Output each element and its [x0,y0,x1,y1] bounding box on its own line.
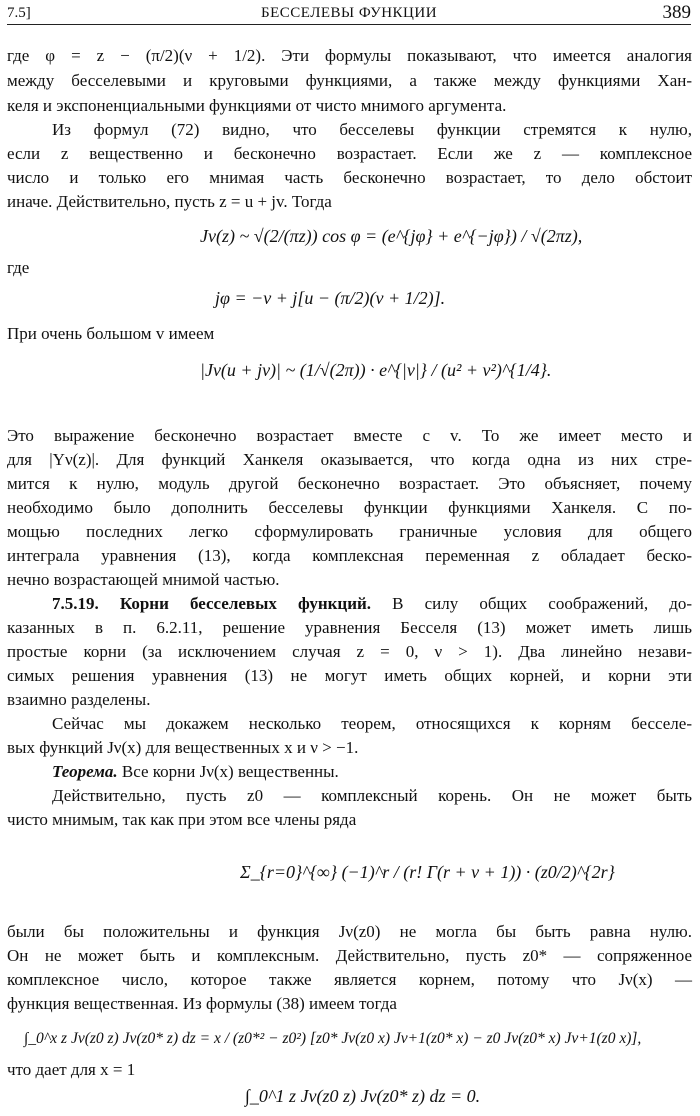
text-line: интеграла уравнения (13), когда комплексная переменная z обладает беско- [7,546,692,565]
text-line: казанных в п. 6.2.11, решение уравнения Бесселя (13) может иметь лишь [7,618,692,637]
text-line: Сейчас мы докажем несколько теорем, относящихся к корням бесселе- [52,714,692,733]
equation-phase: jφ = −v + j[u − (π/2)(ν + 1/2)]. [215,288,446,308]
text-line: где [7,258,30,277]
text-line: если z вещественно и бесконечно возрастает. Если же z — комплексное [7,144,692,163]
text-line: были бы положительны и функция Jν(z0) не могла бы быть равна нулю. [7,922,692,941]
equation-integral-zero: ∫_0^1 z Jν(z0 z) Jν(z0* z) dz = 0. [245,1086,481,1106]
section-title: Корни бесселевых функций. [119,594,372,613]
equation-series: Σ_{r=0}^{∞} (−1)^r / (r! Γ(r + ν + 1)) · (z0/2)^{2r} [240,862,615,882]
running-title: БЕССЕЛЕВЫ ФУНКЦИИ [260,5,438,21]
text-line: мощью последних легко сформулировать граничные условия для общего [7,522,692,541]
text-line: комплексное число, которое также является корнем, потому что Jν(x) — [7,970,692,989]
text-line: Это выражение бесконечно возрастает вместе с v. То же имеет место и [7,426,692,445]
equation-asymptotic-bessel: Jν(z) ~ √(2/(πz)) cos φ = (e^{jφ} + e^{−jφ}) / √(2πz), [200,226,583,246]
text-line: При очень большом v имеем [7,324,215,343]
text-line: где φ = z − (π/2)(ν + 1/2). Эти формулы показывают, что имеется аналогия [7,46,692,65]
text-line: мится к нулю, модуль другой бесконечно возрастает. Это объясняет, почему [7,474,692,493]
section-ref: 7.5] [7,5,31,21]
text-line: между бесселевыми и круговыми функциями, а также между функциями Хан- [7,71,692,90]
page-number: 389 [662,2,691,23]
section-number: 7.5.19. [52,594,99,613]
text-line: функция вещественная. Из формулы (38) имеем тогда [7,994,397,1013]
theorem-label: Теорема. [52,762,118,781]
text-line: иначе. Действительно, пусть z = u + jv. Тогда [7,192,332,211]
text-line: вых функций Jν(x) для вещественных x и ν > −1. [7,738,359,757]
section-heading-text: В силу общих соображений, до- [392,594,693,613]
text-line: число и только его мнимая часть бесконечно возрастает, то дело обстоит [7,168,692,187]
text-line: взаимно разделены. [7,690,151,709]
text-line: Действительно, пусть z0 — комплексный корень. Он не может быть [52,786,692,805]
equation-large-v: |Jν(u + jv)| ~ (1/√(2π)) · e^{|v|} / (u² + v²)^{1/4}. [200,360,552,380]
text-line: простые корни (за исключением случая z = 0, ν > 1). Два линейно незави- [7,642,692,661]
text-line: Из формул (72) видно, что бесселевы функции стремятся к нулю, [52,120,692,139]
text-line: необходимо было дополнить бесселевы функции функциями Ханкеля. С по- [7,498,692,517]
theorem-text: Все корни Jν(x) вещественны. [121,762,339,781]
text-line: чисто мнимым, так как при этом все члены ряда [7,810,357,829]
section-heading-line [52,592,692,616]
text-line: нечно возрастающей мнимой частью. [7,570,280,589]
text-line: что дает для x = 1 [7,1060,136,1079]
text-line: келя и экспоненциальными функциями от чисто мнимого аргумента. [7,96,507,115]
text-line: симых решения уравнения (13) не могут иметь общих корней, и корни эти [7,666,692,685]
text-line: Он не может быть и комплексным. Действительно, пусть z0* — сопряженное [7,946,692,965]
text-line: для |Yν(z)|. Для функций Ханкеля оказывается, что когда одна из них стре- [7,450,692,469]
equation-integral: ∫_0^x z Jν(z0 z) Jν(z0* z) dz = x / (z0*² − z0²) [z0* Jν(z0 x) Jν+1(z0* x) − z0 Jν(z0* x) Jν+1(z0 x)], [24,1030,642,1047]
theorem-line [52,760,692,784]
page-header [7,2,691,25]
